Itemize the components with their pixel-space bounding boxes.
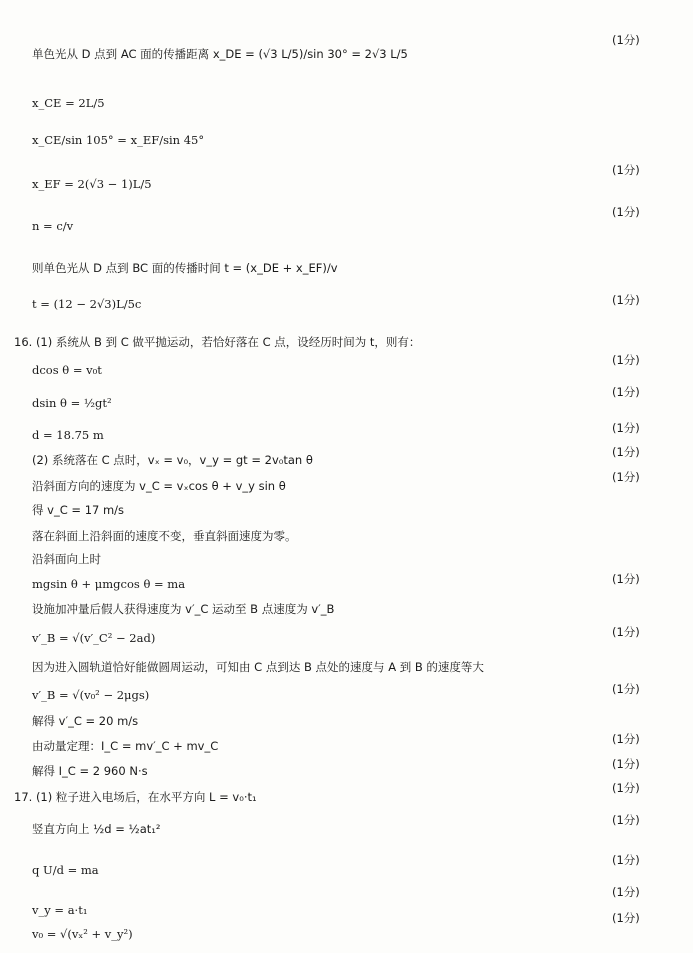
answer-line: 单色光从 D 点到 AC 面的传播距离 x_DE = (√3 L/5)/sin 30° = 2√3 L/5 — [32, 47, 408, 61]
answer-line: 得 v_C = 17 m/s — [32, 503, 125, 517]
answer-line: 由动量定理：I_C = mv′_C + mv_C — [32, 739, 219, 753]
score-label: (1分) — [612, 385, 640, 399]
score-label: (1分) — [612, 572, 640, 586]
answer-line: 解得 I_C = 2 960 N·s — [32, 764, 148, 778]
score-label: (1分) — [612, 885, 640, 899]
score-label: (1分) — [612, 205, 640, 219]
answer-line: mgsin θ + μmgcos θ = ma — [32, 577, 186, 591]
answer-line: dcos θ = v₀t — [32, 363, 102, 377]
answer-line: 沿斜面向上时 — [32, 552, 101, 566]
answer-line: 沿斜面方向的速度为 v_C = vₓcos θ + v_y sin θ — [32, 479, 286, 493]
answer-line: v′_B = √(v′_C² − 2ad) — [32, 631, 156, 645]
score-label: (1分) — [612, 625, 640, 639]
answer-line: x_CE/sin 105° = x_EF/sin 45° — [32, 133, 205, 147]
question-line: 16. (1) 系统从 B 到 C 做平抛运动，若恰好落在 C 点，设经历时间为 t，则有： — [14, 335, 421, 349]
score-label: (1分) — [612, 421, 640, 435]
answer-line: q U/d = ma — [32, 863, 99, 877]
answer-line: v_y = a·t₁ — [32, 903, 88, 917]
answer-line: x_CE = 2L/5 — [32, 96, 105, 110]
score-label: (1分) — [612, 353, 640, 367]
answer-line: x_EF = 2(√3 − 1)L/5 — [32, 177, 152, 191]
score-label: (1分) — [612, 911, 640, 925]
answer-line: d = 18.75 m — [32, 428, 104, 442]
score-label: (1分) — [612, 682, 640, 696]
score-label: (1分) — [612, 732, 640, 746]
score-label: (1分) — [612, 445, 640, 459]
answer-line: 则单色光从 D 点到 BC 面的传播时间 t = (x_DE + x_EF)/v — [32, 261, 338, 275]
score-label: (1分) — [612, 293, 640, 307]
score-label: (1分) — [612, 781, 640, 795]
answer-line: 因为进入圆轨道恰好能做圆周运动，可知由 C 点到达 B 点处的速度与 A 到 B 的速度等大 — [32, 660, 484, 674]
answer-line: 设施加冲量后假人获得速度为 v′_C 运动至 B 点速度为 v′_B — [32, 602, 335, 616]
question-line: 17. (1) 粒子进入电场后，在水平方向 L = v₀·t₁ — [14, 790, 257, 804]
score-label: (1分) — [612, 813, 640, 827]
answer-line: (2) 系统落在 C 点时，vₓ = v₀，v_y = gt = 2v₀tan θ — [32, 453, 313, 467]
answer-line: 竖直方向上 ½d = ½at₁² — [32, 822, 161, 836]
answer-line: 落在斜面上沿斜面的速度不变，垂直斜面速度为零。 — [32, 529, 297, 543]
score-label: (1分) — [612, 163, 640, 177]
score-label: (1分) — [612, 853, 640, 867]
score-label: (1分) — [612, 757, 640, 771]
answer-line: dsin θ = ½gt² — [32, 396, 112, 410]
answer-line: n = c/v — [32, 219, 74, 233]
score-label: (1分) — [612, 33, 640, 47]
answer-line: v₀ = √(vₓ² + v_y²) — [32, 927, 133, 941]
answer-line: t = (12 − 2√3)L/5c — [32, 297, 142, 311]
score-label: (1分) — [612, 470, 640, 484]
answer-line: 解得 v′_C = 20 m/s — [32, 714, 139, 728]
answer-line: v′_B = √(v₀² − 2μgs) — [32, 688, 150, 702]
